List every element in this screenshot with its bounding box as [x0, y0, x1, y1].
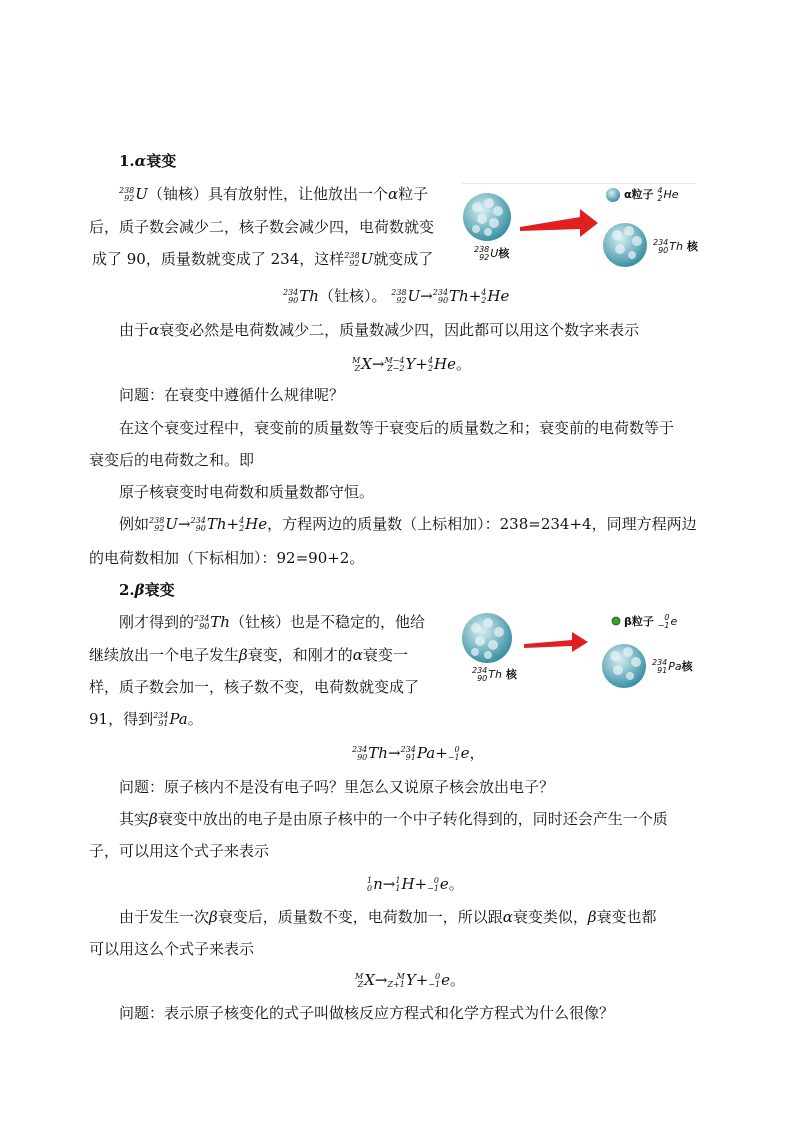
beta-particle-label: β粒子 0 −1 e — [624, 613, 678, 630]
question-2: 问题：原子核内不是没有电子吗？里怎么又说原子核会放出电子？ — [119, 778, 555, 796]
paragraph-line: 衰变后的电荷数之和。即 — [89, 451, 255, 469]
red-arrow-icon — [524, 632, 588, 652]
red-arrow-icon — [520, 209, 598, 237]
paragraph-line: 由于α衰变必然是电荷数减少二，质量数减少四，因此都可以用这个数字来表示 — [119, 321, 640, 339]
protactinium-label: 234 91 Pa核 — [652, 658, 693, 675]
paragraph-line: 其实β衰变中放出的电子是由原子核中的一个中子转化得到的，同时还会产生一个质 — [119, 810, 668, 828]
paragraph-line: 238 92 U（铀核）具有放射性，让他放出一个α粒子 — [119, 185, 429, 203]
uranium-label: 238 92 U核 — [474, 245, 510, 262]
paragraph-line: 在这个衰变过程中，衰变前的质量数等于衰变后的质量数之和；衰变前的电荷数等于 — [119, 419, 675, 437]
thorium-label: 234 90 Th 核 — [653, 238, 698, 255]
beta-general-equation: M Z X→ M Z+1 Y+ 0 −1 e。 — [355, 971, 466, 989]
neutron-decay-equation: 1 0 n→ 1 1 H+ 0 −1 e。 — [367, 875, 464, 893]
alpha-particle-label: α粒子 4 2 He — [624, 186, 679, 203]
paragraph-line: 由于发生一次β衰变后，质量数不变，电荷数加一，所以跟α衰变类似，β衰变也都 — [119, 908, 657, 926]
alpha-particle-icon — [606, 188, 620, 202]
alpha-general-equation: M Z X→ M−4 Z−2 Y+ 4 2 He。 — [352, 355, 472, 373]
paragraph-line: 子，可以用这个式子来表示 — [89, 842, 270, 860]
paragraph-line: 成了 90，质量数就变成了 234，这样 238 92 U就变成了 — [92, 250, 434, 268]
heading-text: 衰变 — [146, 152, 177, 170]
beta-particle-icon — [612, 617, 620, 625]
paragraph-line: 刚才得到的 234 90 Th（钍核）也是不稳定的，他给 — [119, 613, 425, 631]
equation-alpha-U: 238 92 U — [391, 287, 421, 305]
paragraph-line: 可以用这么个式子来表示 — [89, 940, 255, 958]
question-1: 问题：在衰变中遵循什么规律呢？ — [119, 386, 345, 404]
paragraph-line: 234 90 Th（钍核）。 238 92 U→ 234 90 Th+ 4 2 He — [283, 287, 510, 305]
heading-number: 1. — [119, 152, 135, 170]
paragraph-line: 后，质子数会减少二，核子数会减少四，电荷数就变 — [89, 218, 435, 236]
section2-heading: 2.β衰变 — [119, 581, 175, 599]
paragraph-line: 的电荷数相加（下标相加）：92=90+2。 — [89, 549, 365, 567]
paragraph-line: 样，质子数会加一，核子数不变，电荷数就变成了 — [89, 678, 420, 696]
paragraph-line: 继续放出一个电子发生β衰变，和刚才的α衰变一 — [89, 646, 408, 664]
paragraph-line: 91，得到 234 91 Pa。 — [89, 710, 203, 728]
heading-greek: α — [134, 152, 147, 170]
beta-decay-figure — [460, 608, 700, 690]
thorium-label: 234 90 Th 核 — [472, 666, 517, 683]
isotope-U238: 238 92 U — [344, 250, 374, 268]
paragraph-line: 例如 238 92 U→ 234 90 Th+ 4 2 He，方程两边的质量数（上标相加）：238=234+4，同理方程两边 — [119, 515, 697, 533]
section1-heading — [119, 151, 176, 171]
conclusion-line: 原子核衰变时电荷数和质量数都守恒。 — [119, 483, 375, 501]
beta-th-equation: 234 90 Th→ 234 91 Pa+ 0 −1 e， — [352, 744, 485, 762]
question-3: 问题：表示原子核变化的式子叫做核反应方程式和化学方程式为什么很像？ — [119, 1004, 615, 1022]
alpha-decay-figure — [462, 183, 696, 273]
isotope-U238: 238 92 U — [119, 185, 148, 203]
